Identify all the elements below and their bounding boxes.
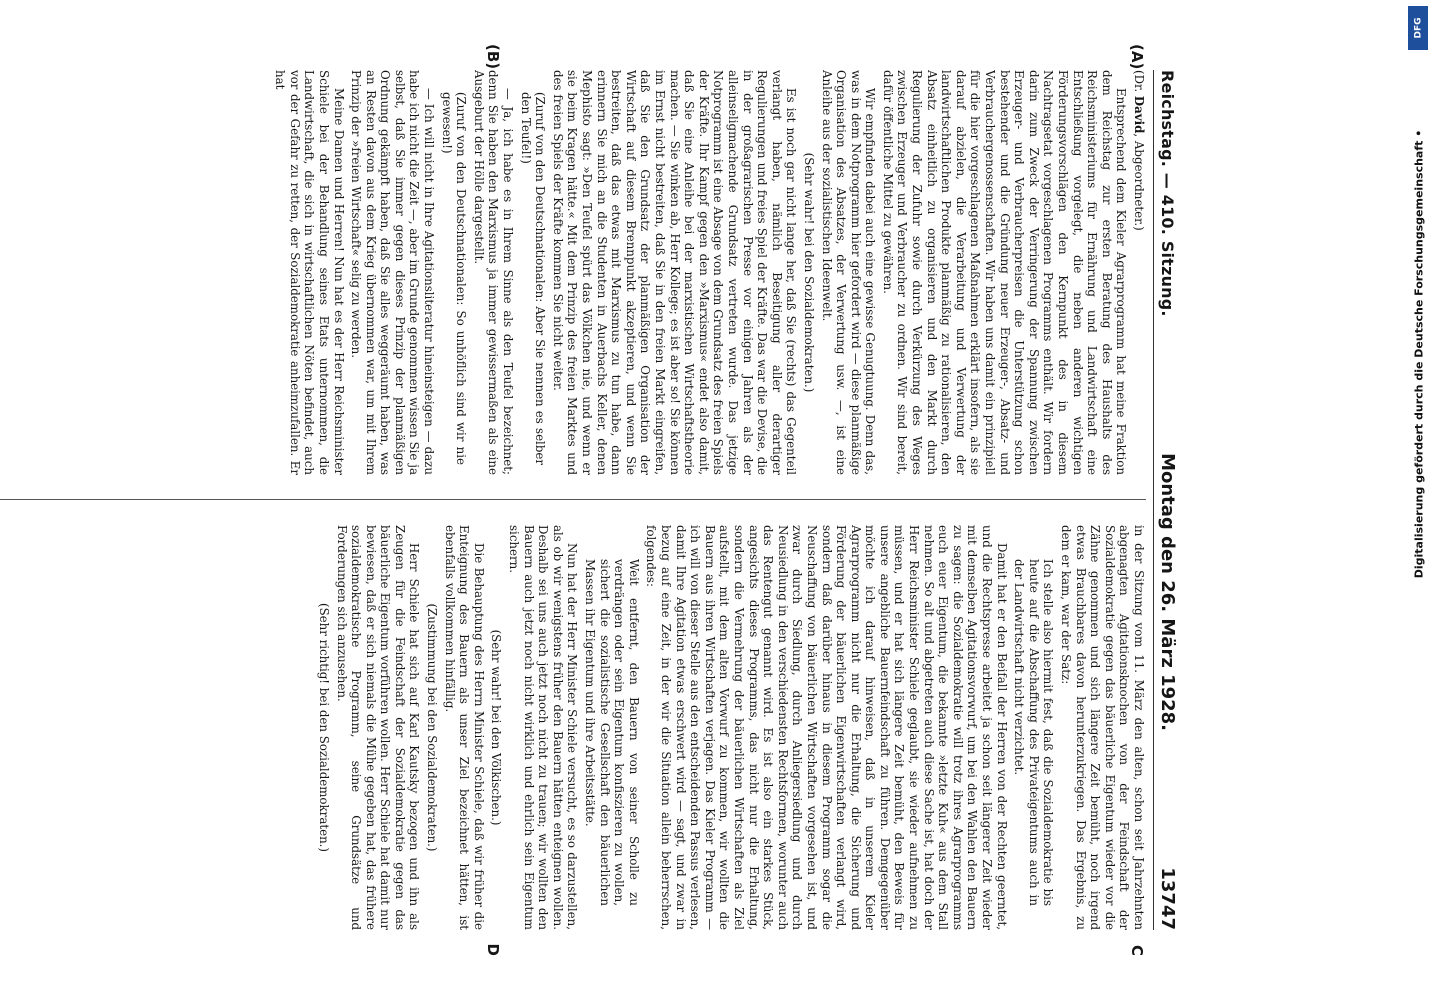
- paragraph: Meine Damen und Herren! Nun hat es der Herr Reichsminister Schiele bei der Behandlung seines Etats unternommen, die Landwirtschaft, die sich in wirtschaftlichen Nöten befindet, auch vor der Gefahr zu retten, der Sozialdemokratie anheimzufallen. Er hat: [273, 70, 346, 475]
- paragraph: — Ich will nicht in Ihre Agitationsliteratur hineinsteigen — dazu habe ich nicht die Zeit —, aber im Grunde genommen wissen Sie ja selbst, daß Sie immer gegen dieses Prinzip der planmäßigen Ordnung gekämpft haben, daß Sie alles weggeräumt haben, was an Resten davon aus dem Krieg übernommen war, um mit Ihrem Prinzip der »freien Wirtschaft« selig zu werden.: [349, 70, 437, 475]
- quotation: Weit entfernt, den Bauern von seiner Scholle zu verdrängen oder sein Eigentum konfiszieren zu wollen, sichert die sozialistische Gesellschaft den bäuerlichen Massen ihr Eigentum und ihre Arbeitsstätte.: [583, 559, 641, 906]
- paragraph: Wir empfinden dabei auch eine gewisse Genugtuung. Denn das, was in dem Notprogramm hier gefordert wird — diese planmäßige Organisation des Absatzes, der Verwertung usw. —, ist eine Anleihe aus der sozialistischen Ideenwelt.: [819, 70, 878, 475]
- quotation: Ich stelle also hiermit fest, daß die Sozialdemokratie bis heute auf die Abschaffung des Privateigentums auch in der Landwirtschaft nicht verzichtet.: [1012, 559, 1056, 906]
- margin-marker-d: D: [484, 943, 502, 956]
- paragraph: Es ist noch gar nicht lange her, daß Sie (rechts) das Gegenteil verlangt haben, nämlich Beseitigung aller derartiger Regulierungen und freies Spiel der Kräfte. Das war die Devise, die in der großagrarischen Presse vor einigen Jahren als der alleinseligmachende Grundsatz vertreten wurde. Das jetzige Notprogramm ist eine Absage von dem Grundsatz des freien Spiels der Kräfte. Ihr Kampf gegen den »Marxismus« endet also damit, daß Sie eine Anleihe bei der marxistischen Wirtschaftstheorie machen. — Sie winken ab, Herr Kollege; es ist aber so! Sie können im Ernst nicht bestreiten, daß Sie in den freien Markt eingreifen, daß Sie den Grundsatz der planmäßigen Organisation der Wirtschaft auf diesem Brennpunkt akzeptieren, und wenn Sie bestreiten, daß das etwas mit Marxismus zu tun habe, dann erinnern Sie mich an die Studenten in Auerbachs Keller, denen Mephisto sagt: »Den Teufel spürt das Völkchen nie, und wenn er sie beim Kragen hätte.« Mit dem Prinzip des freien Marktes und des freien Spiels der Kräfte kommen Sie nicht weiter.: [550, 70, 799, 475]
- digitization-note: [1406, 6, 1432, 702]
- interjection: (Sehr wahr! bei den Völkischen.): [489, 629, 504, 826]
- header-left: Reichstag. — 410. Sitzung.: [1158, 70, 1178, 317]
- speaker-line: [1131, 70, 1146, 475]
- paragraph: Die Behauptung des Herrn Minister Schiele, daß wir früher die Enteignung des Bauern als unser Ziel bezeichnet hätten, ist ebenfalls vollkommen hinfällig.: [442, 525, 486, 930]
- rotated-page-content: [0, 44, 1180, 956]
- margin-marker-c: C: [1128, 944, 1146, 956]
- paragraph: Herr Schiele hat sich auf Karl Kautsky bezogen und ihn als Zeugen für die Feindschaft der Sozialdemokratie gegen das bäuerliche Eigentum vorführen wollen. Herr Schiele hat damit nur bewiesen, daß er sich niemals die Mühe gegeben hat, das frühere sozialdemokratische Programm, seine Grundsätze und Forderungen sich anzusehen.: [334, 525, 422, 930]
- interjection: (Zuruf von den Deutschnationalen: Aber Sie nennen es selber den Teufel!): [518, 92, 548, 465]
- dfg-credit-text: Digitalisierung gefördert durch die Deutsche Forschungsgemeinschaft •: [1412, 129, 1426, 579]
- interjection: (Zuruf von den Deutschnationalen: So unhöflich sind wir nie gewesen!): [439, 92, 469, 465]
- paragraph: — Ja, ich habe es in Ihrem Sinne als den Teufel bezeichnet; denn Sie haben den Marxismus ja immer gewissermaßen als eine Ausgeburt der Hölle dargestellt.: [471, 70, 516, 475]
- column-divider: [0, 499, 1146, 500]
- interjection: (Sehr richtig! bei den Sozialdemokraten.): [316, 602, 331, 853]
- speaker-prefix: (Dr.: [1132, 70, 1146, 96]
- page-number: 13747: [1157, 867, 1179, 930]
- interjection: (Zustimmung bei den Sozialdemokraten.): [425, 603, 440, 852]
- interjection: (Sehr wahr! bei den Sozialdemokraten.): [801, 152, 816, 393]
- paragraph: Damit hat er den Beifall der Herren von der Rechten geerntet, und die Rechtspresse arbeitet ja schon seit längerer Zeit wieder mit demselben Agitationsvorwurf, um bei den Wahlen den Bauern zu sagen: die Sozialdemokratie will trotz ihres Agrarprogramms euch euer Eigentum, die bekannte »letzte Kuh« aus dem Stall nehmen. So alt und abgetreten auch diese Sache ist, hat doch der Herr Reichsminister Schiele geglaubt, sie wieder aufnehmen zu müssen, und er hat sich längere Zeit bemüht, den Beweis für unsere angebliche Bauernfeindschaft zu führen. Demgegenüber möchte ich darauf hinweisen, daß in unserem Kieler Agrarprogramm nicht nur die Erhaltung, die Sicherung und Förderung der bäuerlichen Eigenwirtschaften verlangt wird, sondern daß darüber hinaus in diesem Programm sogar die Neuschaffung von bäuerlichen Wirtschaften vorgesehen ist, und zwar durch Siedlung, durch Anliegersiedlung und durch Neusiedlung in den verschiedensten Rechtsformen, worunter auch das Rentengut genannt wird. Es ist also ein starkes Stück, angesichts dieses Programms, das nicht nur die Erhaltung, sondern die Vermehrung der bäuerlichen Wirtschaften als Ziel aufstellt, mit dem alten Vorwurf zu kommen, wir wollten die Bauern aus ihren Wirtschaften verjagen. Das Kieler Programm — ich will von dieser Stelle aus den entscheidenden Passus verlesen, damit Ihre Agitation etwas erschwert wird — sagt, und zwar in bezug auf eine Zeit, in der wir die Situation allein beherrschen, folgendes:: [644, 525, 1009, 930]
- speaker-name: David: [1132, 95, 1146, 134]
- speaker-suffix: , Abgeordneter.): [1132, 133, 1146, 231]
- dfg-logo: DFG: [1408, 6, 1428, 50]
- left-column: [0, 70, 1146, 475]
- margin-marker-b: (B): [484, 44, 502, 70]
- paragraph: in der Sitzung vom 11. März den alten, schon seit Jahrzehnten abgenagten Agitationsknochen von der Feindschaft der Sozialdemokratie gegen das bäuerliche Eigentum wieder vor die Zähne genommen und sich längere Zeit bemüht, noch irgend etwas Brauchbares davon herunterzukriegen. Das Ergebnis, zu dem er kam, war der Satz:: [1059, 525, 1146, 930]
- paragraph: Nun hat der Herr Minister Schiele versucht, es so darzustellen, als ob wir wenigstens früher den Bauern hätten enteignen wollen. Deshalb sei uns auch jetzt noch nicht zu trauen; wir wollten den Bauern auch jetzt noch nicht wirklich und ehrlich sein Eigentum sichern.: [507, 525, 580, 930]
- page-header: [1153, 70, 1180, 930]
- margin-marker-a: (A): [1128, 44, 1146, 70]
- paragraph: Entsprechend dem Kieler Agrarprogramm hat meine Fraktion dem Reichstag zur ersten Beratung des Haushalts des Reichsministeriums für Ernährung und Landwirtschaft eine Entschließung vorgelegt, die neben anderen wichtigen Förderungsvorschlägen den Kernpunkt des in diesem Nachtragsetat vorgeschlagenen Programms enthält. Wir fordern darin zum Zweck der Verringerung der Spannung zwischen Erzeuger- und Verbraucherpreisen die Unterstützung schon bestehender und die Gründung neuer Erzeuger-, Absatz- und Verbrauchergenossenschaften. Wir haben uns damit ein prinzipiell für die hier vorgeschlagenen Maßnahmen erklärt insofern, als sie darauf abzielen, die Verarbeitung und Verwertung der landwirtschaftlichen Produkte planmäßig zu rationalisieren, den Absatz einheitlich zu organisieren und den Markt durch Regulierung der Zufuhr sowie durch Verkürzung des Weges zwischen Erzeuger und Verbraucher zu ordnen. Wir sind bereit, dafür öffentliche Mittel zu gewähren.: [880, 70, 1129, 475]
- header-date: Montag den 26. März 1928.: [1157, 453, 1179, 731]
- right-column: [0, 525, 1146, 930]
